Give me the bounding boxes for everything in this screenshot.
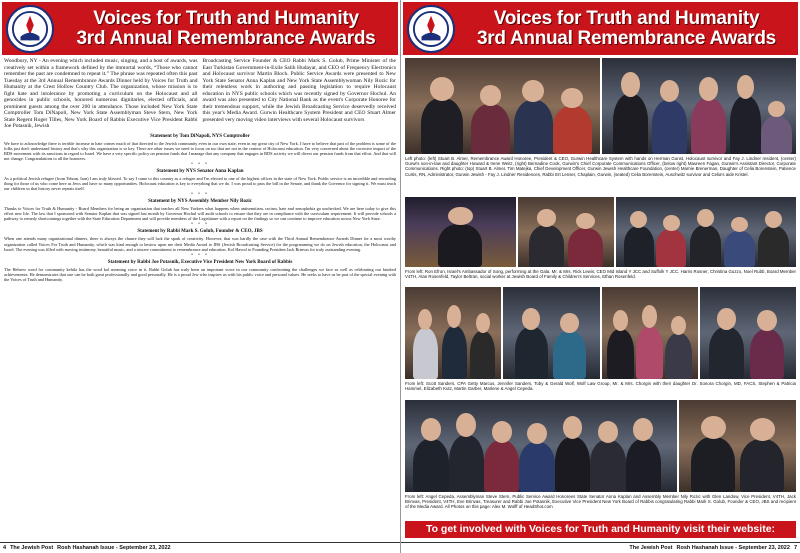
banner-title-line2: 3rd Annual Remembrance Awards xyxy=(76,27,376,49)
right-page xyxy=(400,0,800,553)
caption-4 xyxy=(405,494,796,510)
page-number-left: 4 xyxy=(3,545,7,551)
statement-body: Thanks to Voices for Truth & Humanity - Board Members for being an organization that teaches all New Yorkers what happens when antisemitism, racism, hate and xenophobia go unchecked. We are here today to give this effort new life. The law that I sponsored with Senator Kaplan that was signed last month by Governor Hochul will audit schools to ensure that they are in compliance with the curriculum requirement. It will provide schools a pathway to remedy shortcomings together with the State Education Department and will provide members of the Legislature with a report on the findings so we can continue to improve education across New York State. xyxy=(4,206,396,222)
left-footer xyxy=(0,542,400,553)
photo-row-2 xyxy=(405,197,796,267)
statement-heading: Statement by Rabbi Joe Potasnik, Executive Vice President New York Board of Rabbis xyxy=(107,259,293,265)
publication-name-left: The Jewish Post xyxy=(10,545,54,551)
v4th-logo xyxy=(407,5,455,53)
divider: • • • xyxy=(191,192,209,198)
photo-row-4 xyxy=(405,400,796,492)
divider: • • • xyxy=(191,252,209,258)
photo-chorgin xyxy=(602,287,698,379)
banner-title-line1: Voices for Truth and Humanity xyxy=(493,7,760,29)
statement-heading: Statement by NYS Assembly Member Nily Rozic xyxy=(148,199,252,205)
v4th-logo-icon xyxy=(412,10,450,48)
right-footer xyxy=(401,542,800,553)
photo-wolf xyxy=(503,287,599,379)
page-number-right: 7 xyxy=(793,545,797,551)
caption-4-text: From left: Angel Cepeda, Assemblyman Steve Stern, Public Service Award Honorees State Senator Anna Kaplan and Assembly Member Nily Rozic with Glen Landow, Vice President, V4TH, Jack Brinvas, President, V4TH, Eve Brinvas, Treasurer and Rabbi Joe Potasnik, Executive Vice President New York Board of Rabbis congratulating Rabbi Mark S. Golub, Founder & CEO, JBS and recipient of the Media Award. xyxy=(405,494,796,510)
photo-honorees xyxy=(405,400,677,492)
statement-body: When one attends many organizational dinners, there is always the chance they will lack the spark of creativity. However, that was hardly the case with the Third Annual Remembrance Awards Dinner for a most worthy organization called Voices For Truth and Humanity, which was kind enough to bestow upon me their Media Award to JBS (Jewish Broadcasting Service) for the programming we do on Jewish education, the Holocaust and Israel. The evening was filled with moving testimony, beautiful music, and a sincere commitment to remembrance and education. Kol Havod to Founding President Jack Brinvas for truly outstanding evening. xyxy=(4,236,396,252)
photo-credit: All Photos on this page: Alex M. Wolff of HeadShot.com xyxy=(444,504,553,510)
statement-golub xyxy=(4,229,396,257)
photo-guests-1 xyxy=(616,197,796,267)
caption-2: From left: Ron Efron, Israel's Ambassador of Song, performing at the Gala. Mr. & Mrs. Rick Lewis, CEO Mid Island Y JCC and Suffolk Y JCC. Harris Rosner, Christina Guzzo, Noel Rubb, Board Member V4TH, Alan Rosenfeld, Taylor Beltran, social worker at Jewish Board of Family & Children's Services, Ethan Rosenfeld. xyxy=(405,269,796,280)
article xyxy=(4,58,396,541)
intro-text-2: Broadcasting Service Founder & CEO Rabbi Mark S. Golub, Prime Minister of the East Turkistan Government-in-Exile Salih Hudayar, and CEO of Frequency Electronics and Holocaust survivor Martin Bloch. Public Service Awards were presented to New York State Senator Anna Kaplan and New York State Assemblywoman Nily Rozic for their relentless work in authoring and passing legislation to require Holocaust education in NYS public schools which was recently signed by Governor Hochul. An award was also presented to City National Bank as the event's Corporate Honoree for their tremendous support, while the Jewish Broadcasting Service deservedly received this year's Media Award. Gurwin Healthcare System President and CEO Stuart Almer presented very moving video interviews with several Holocaust survivors xyxy=(202,58,396,123)
banner-title-line2: 3rd Annual Remembrance Awards xyxy=(477,27,776,49)
caption-3: From left: Scott Sanders, CPA Getty Marcus, Jennifer Sanders, Toby & Gerald Wolf, Wolf Law Group, Mr. & Mrs. Chorgin with their daughter Dr. Sonora Chorgin, MD, FACS, Stephen & Patricia Hammel, Elizabeth Kutz, Martin Garber, Marlene & Angel Cepeda. xyxy=(405,381,796,392)
statement-body: We have to acknowledge there is terrible increase in hate crimes much of that directed to the Jewish community even in our own state, even in my great city of New York. I have to believe that part of the problem is some of the folks just don't understand history and that's why this organization is so key. There are other issues we need to focus on too that are not in the context of Holocaust education. I'm very concerned about the corrosive impact of the BDS movement with its sanctions in regard to Israel. We have a very specific policy on pension funds that I manage that any company that engages in BDS activity we will divest our pension funds from that effort. And that will not change. Congratulations to all the honorees. xyxy=(4,140,396,161)
right-banner xyxy=(403,2,798,55)
publication-name-right: The Jewish Post xyxy=(629,545,673,551)
photo-lewis xyxy=(518,197,615,267)
intro-column-2 xyxy=(203,58,397,132)
issue-date-right: Rosh Hashanah Issue - September 23, 2022 xyxy=(676,545,790,551)
statement-heading: Statement by Rabbi Mark S. Golub, Founder & CEO, JBS xyxy=(137,229,263,235)
statement-heading: Statement by NYS Senator Anna Kaplan xyxy=(156,168,244,174)
v4th-logo xyxy=(6,5,54,53)
divider: • • • xyxy=(191,161,209,167)
divider: • • • xyxy=(191,222,209,228)
photo-gurwin-left xyxy=(405,58,600,154)
photo-golub xyxy=(679,400,796,492)
left-banner xyxy=(2,2,398,55)
statement-body: As a political Jewish refugee (from Tehran, Iran) I am truly blessed. To say I came to this country as a refugee and I'm elected to one of the highest offices in the state of New York. Public service is an incredible and rewarding thing for those of us who come here as Jews and have so many opportunities. Holocaust education is key to everything that we do. I was proud to pass the bill in the Senate, and thank the Governor for signing it. We must teach our children so that history never repeats itself. xyxy=(4,175,396,192)
statement-body: The Hebrew word for community kehila has the word kol meaning voice in it. Rabbi Golub has truly been an important voice in our community confronting the challenges we face as well as celebrating our kindred achievements. He demonstrates that one can be both great professionally and good personally. He is a proud Jew who inspires us with his public voice and personal values. He seeks to have us be part of the special evening with the Voices of Truth and Humanity. xyxy=(4,266,396,282)
photo-row-3 xyxy=(405,287,796,379)
photo-gurwin-right xyxy=(602,58,797,154)
v4th-logo-icon xyxy=(11,10,49,48)
statement-heading: Statement by Tom DiNapoli, NYS Comptroller xyxy=(150,133,250,139)
banner-title xyxy=(455,9,798,49)
intro-column-1 xyxy=(4,58,198,132)
photo-hammel xyxy=(700,287,796,379)
call-to-action-banner: To get involved with Voices for Truth and Humanity visit their website: www.v4th.org xyxy=(405,521,796,538)
banner-title-line1: Voices for Truth and Humanity xyxy=(93,7,359,29)
photo-singer xyxy=(405,197,516,267)
intro-text-1: Woodbury, NY - An evening which included music, singing, and a host of awards, was creatively set within a framework defined by the immortal words, “Those who cannot remember the past are condemned to repeat it.” The phrase was repeated often this past Tuesday at the 3rd Annual Remembrance Awards Dinner held by Voices for Truth and Humanity at the Crest Hollow Country Club. The organization, whose mission is to fight hate and intolerance by promoting a curriculum on the Holocaust and all genocides in public schools, honored numerous dignitaries, elected officials, and prominent guests among the over 200 in attendance. Those included New York State Comptroller Tom DiNapoli, New York State Assemblyman Steve Stern, New York State Regent Roger Tilles, New York Board of Rabbis Executive Vice President Rabbi Joe Potasnik, Jewish xyxy=(4,58,198,129)
issue-date-left: Rosh Hashanah Issue - September 23, 2022 xyxy=(57,545,171,551)
caption-1: Left photo: (left) Stuart B. Almer, Remembrance Award Honoree, President & CEO, Gurwin Healthcare System with hands on Herman Gunst, Holocaust survivor and Fay J. Lindner resident, (center) Gurwi's son-in-law and daughter Howard & Irene Weitz, (right) Bernadine Cook, Gurwin's Chief Corporate Communications Officer, (below right) Maureen Fagan, Gurwin's Assistant Director, Corporate Communications. Right photo: (top) Stuart B. Almer, Tim Matejka, Chief Development Officer, Gurwin Jewish Healthcare Foundation, (center) Marnie Brenerman, Daughter of Celia Borenstein, Patience Curtis, RN, Administrator, Gurwin Jewish - Fay J. Lindner Residences, Rabbi Ert Lenser, Chaplain, Gurwin, (seated) Celia Borenstein, Auschwitz survivor and Celia's aide Kristel. xyxy=(405,156,796,177)
banner-title xyxy=(54,9,398,49)
photo-sanders xyxy=(405,287,501,379)
statement-kaplan xyxy=(4,169,396,197)
statement-potasnik xyxy=(4,260,396,282)
photo-row-1 xyxy=(405,58,796,154)
statement-dinapoli xyxy=(4,134,396,167)
statement-rozic xyxy=(4,199,396,227)
article-intro xyxy=(4,58,396,132)
